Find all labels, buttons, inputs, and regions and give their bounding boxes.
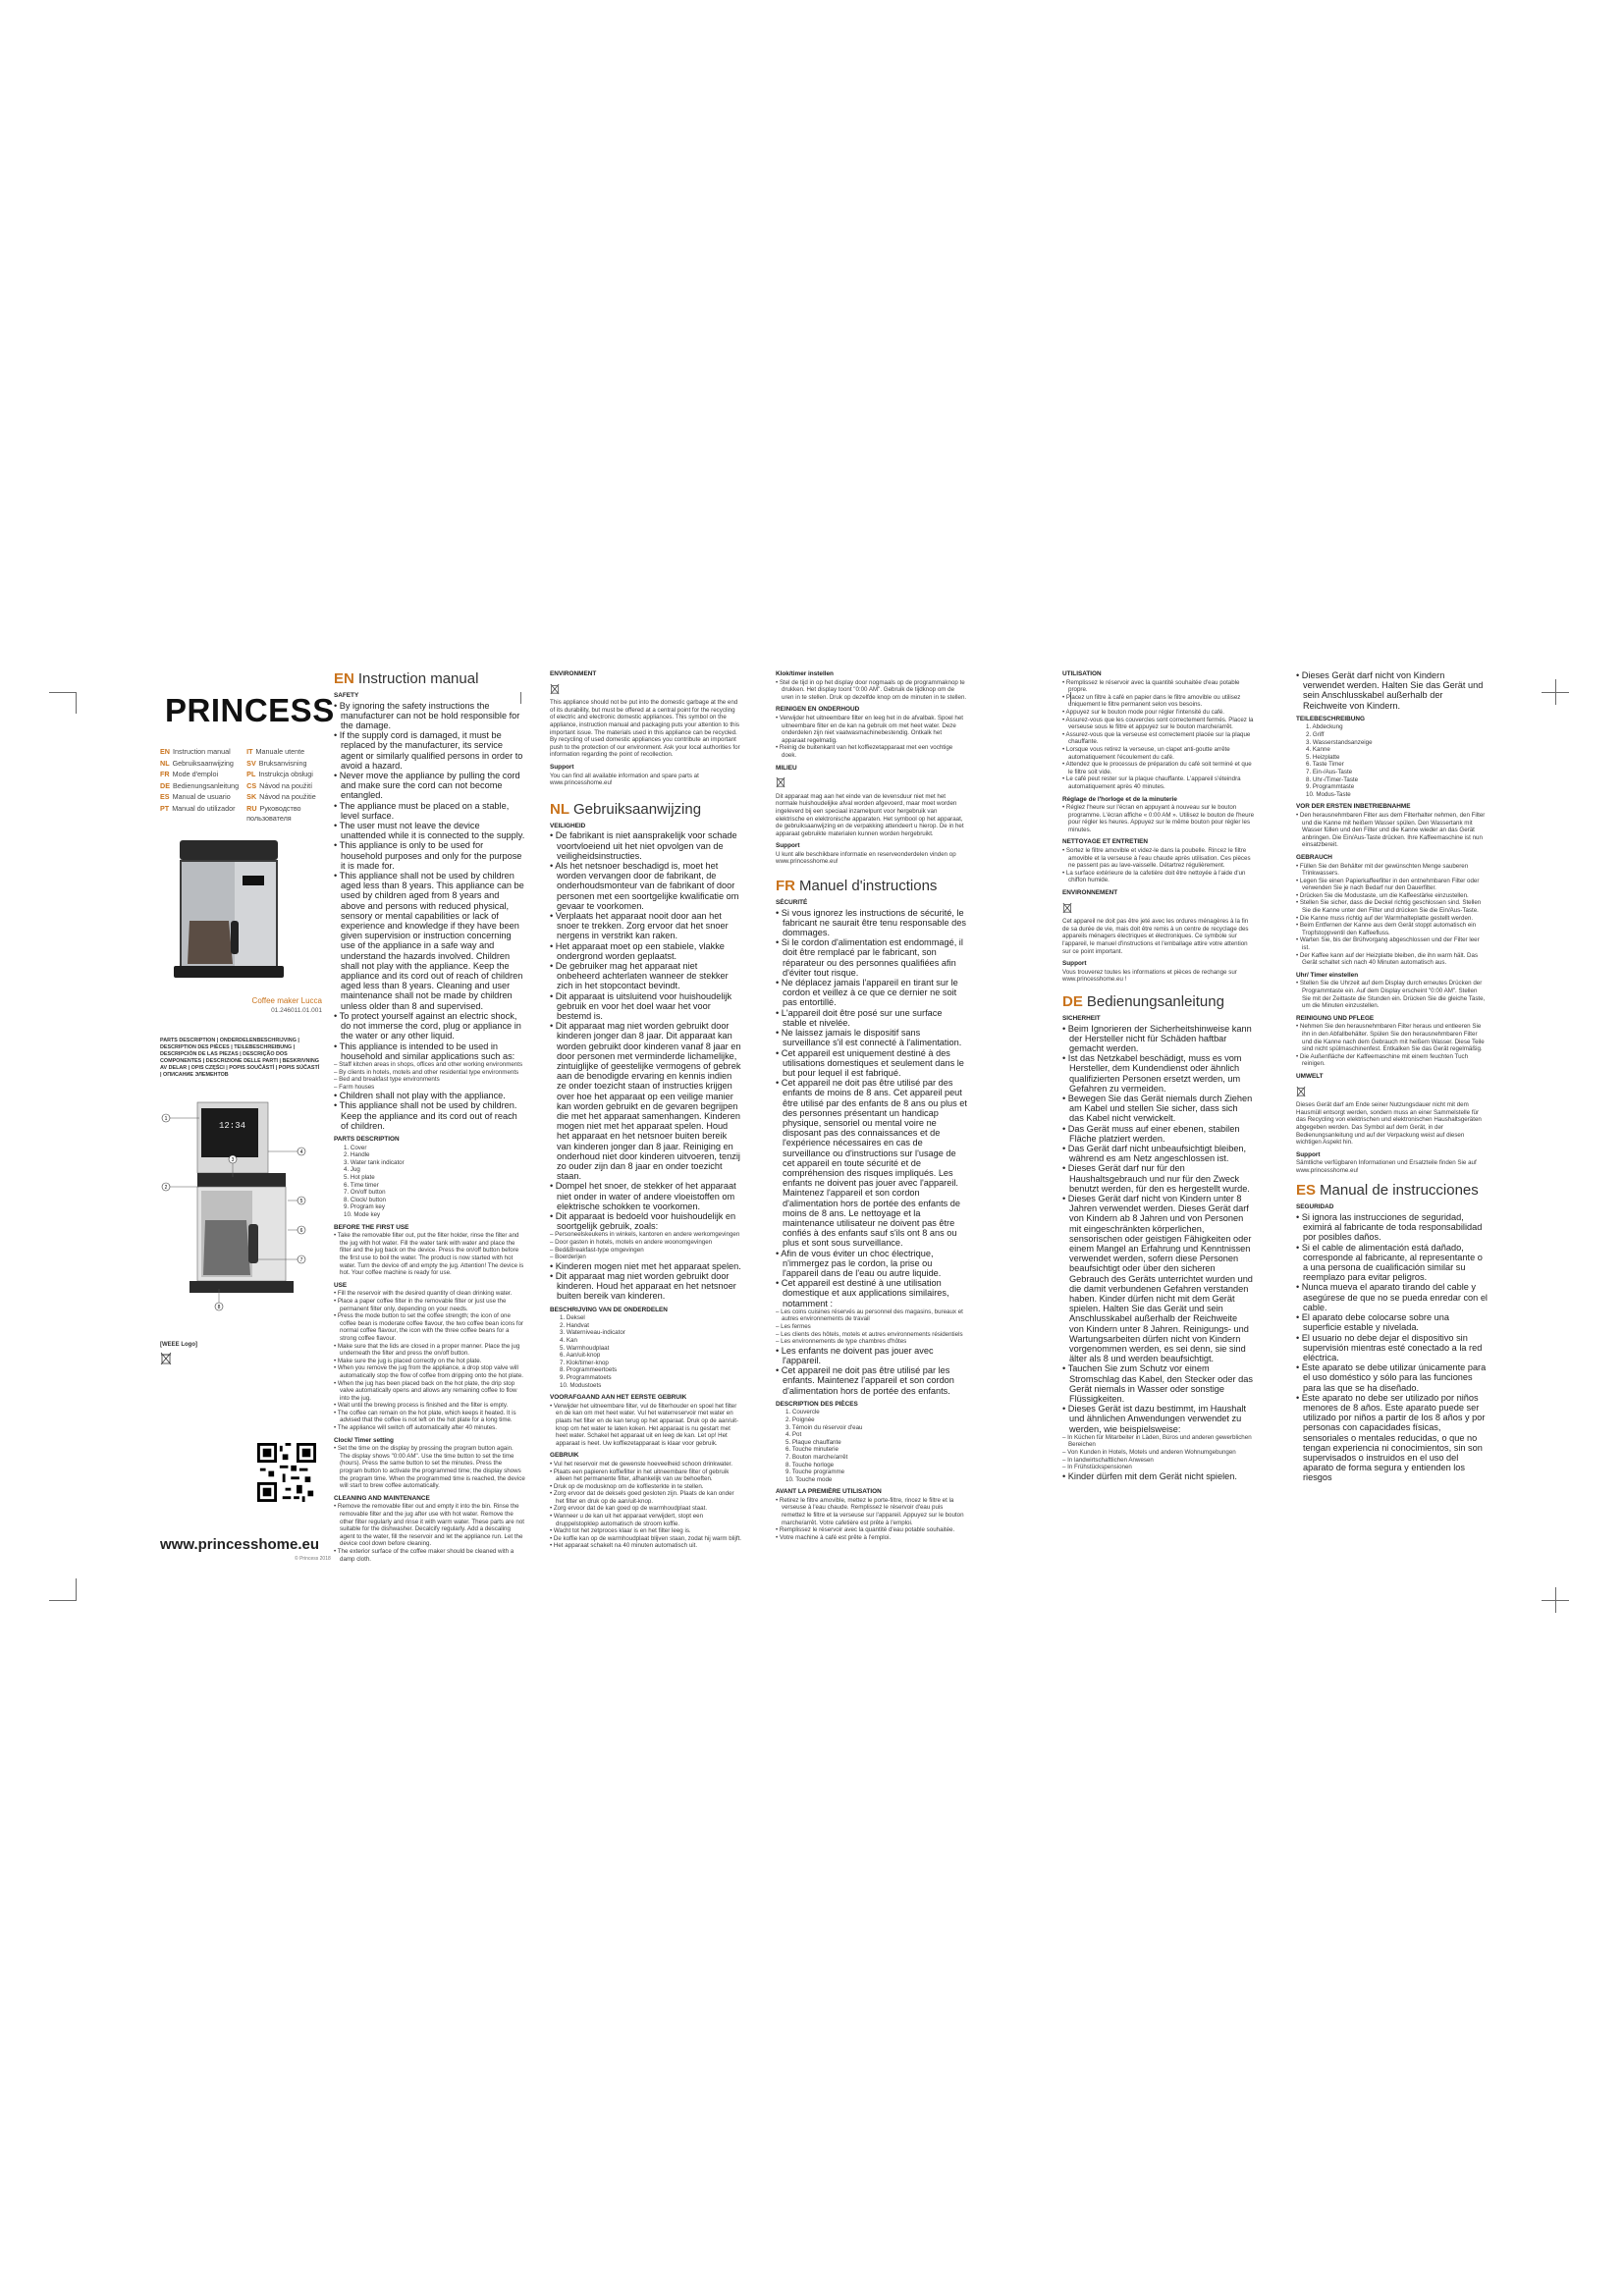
en-parts-heading: PARTS DESCRIPTION	[334, 1136, 400, 1144]
nl-before-heading: VOORAFGAAND AAN HET EERSTE GEBRUIK	[550, 1394, 687, 1402]
de-safety-list-2: • Kinder dürfen mit dem Gerät nicht spielen.	[1062, 1470, 1237, 1481]
nl-clean-heading: REINIGEN EN ONDERHOUD	[776, 706, 860, 714]
en-safety-list-2: • Children shall not play with the appliance. • This appliance shall not be used by children. Keep the appliance and its cord out of reach of children.	[334, 1091, 517, 1131]
en-before-text: • Take the removable filter out, put the filter holder, rinse the filter and the jug with hot water. Fill the water tank with water and place the filter and the jug back on the device. Press the on/off button before the first use to boil the water. The product is now started with hot water. Turn the device off and empty the jug. Attention! The device is hot. Your coffee machine is ready for use.	[334, 1232, 524, 1277]
fr-clock-text: • Réglez l'heure sur l'écran en appuyant à nouveau sur le bouton programme. L'écran affiche « 0:00 AM ». Utilisez le bouton de l'heure pour régler les heures. Appuyez sur le même bouton pour régler les minutes.	[1062, 804, 1255, 833]
coffee-maker-photo	[160, 836, 307, 984]
fr-applications: – Les coins cuisines réservés au personnel des magasins, bureaux et autres environnements de travail – Les fermes – Les clients des hôtels, motels et autres environnements résidentiels – Les environnements de type chambres d'hôtes	[776, 1308, 963, 1346]
language-item: PL Instrukcja obsługi	[246, 770, 313, 778]
language-item: NL Gebruiksaanwijzing	[160, 758, 234, 768]
nl-clock-heading: Klok/timer instellen	[776, 670, 834, 677]
language-item: PT Manual do utilizador	[160, 803, 236, 813]
language-item: SK Návod na použitie	[246, 792, 316, 801]
en-use-list: • Fill the reservoir with the desired quantity of clean drinking water. • Place a paper coffee filter in the removable filter or just use the permanent filter only, depending on your needs. • Press the mode button to set the coffee strength; the icon of one coffee bean is moderate coffee flavour, the two coffee bean icons for normal coffee flavour, the icon with the three coffee beans for a strong coffee flavour. • Make sure that the lids are closed in a proper manner. Place the jug underneath the filter and press the on/off button. • Make sure the jug is placed correctly on the hot plate. • When you remove the jug from the appliance, a drop stop valve will automatically stop the flow of coffee from dripping onto the hot plate. • When the jug has been placed back on the hot plate, the drip stop valve automatically opens and allows any remaining coffee to flow into the jug. • Wait until the brewing process is finished and the filter is empty. • The coffee can remain on the hot plate, which keeps it heated. It is advised that the coffee is not left on the hot plate for a long time. • The appliance will switch off automatically after 40 minutes.	[334, 1290, 524, 1432]
de-safety-heading: SICHERHEIT	[1062, 1014, 1101, 1022]
nl-parts-list: 1. Deksel 2. Handvat 3. Waterniveau-indicator 4. Kan 5. Warmhoudplaat 6. Aan/uit-knop 7. Klok/timer-knop 8. Programmeertoets 9. Programmatoets 10. Modustoets	[560, 1314, 625, 1389]
nl-environment-text: Dit apparaat mag aan het einde van de levensduur niet met het normale huishoudelijke afval worden afgevoerd, maar moet worden ingeleverd bij een speciaal inzamelpunt voor hergebruik van elektrische en elektronische apparaten. Het symbool op het apparaat, de gebruiksaanwijzing en de verpakking attendeert u hierop. De in het apparaat gebruikte materialen kunnen worden hergebruikt.	[776, 792, 964, 837]
en-safety-item: • Never move the appliance by pulling the cord and make sure the cord can not become entangled.	[334, 771, 520, 801]
nl-applications: – Personeelskeukens in winkels, kantoren en andere werkomgevingen – Door gasten in hotels, motels en andere woonomgevingen – Bed&Breakfast-type omgevingen – Boerderijen	[550, 1231, 740, 1261]
es-safety-list: • Si ignora las instrucciones de seguridad, eximirá al fabricante de toda responsabilidad por posibles daños. • Si el cable de alimentación está dañado, corresponde al fabricante, al representante o a una persona de cualificación similar su reemplazo para evitar peligros. • Nunca mueva el aparato tirando del cable y asegúrese de que no se pueda enredar con el cable. • El aparato debe colocarse sobre una superficie estable y nivelada. • El usuario no debe dejar el dispositivo sin supervisión mientras esté conectado a la red eléctrica. • Este aparato se debe utilizar únicamente para el uso doméstico y sólo para las funciones para las que se ha diseñado. • Este aparato no debe ser utilizado por niños menores de 8 años. Este aparato puede ser utilizado por niños a partir de los 8 años y por personas con capacidades físicas, sensoriales o mentales reducidas, o que no tengan experiencia ni conocimientos, sin son supervisados o instruidos en el uso del aparato de forma segura y entienden los riesgos	[1296, 1212, 1488, 1483]
callout-label: 8	[217, 1304, 221, 1310]
nl-environment-heading: MILIEU	[776, 764, 797, 772]
nl-safety-heading: VEILIGHEID	[550, 822, 586, 829]
callout-label: 6	[299, 1227, 303, 1234]
nl-clock-text: • Stel de tijd in op het display door nogmaals op de programmaknop te drukken. Het display toont "0:00 AM". Gebruik de tijdknop om de uren in te stellen. Druk op dezelfde knop om de minuten in te stellen.	[776, 678, 967, 701]
fr-safety-list-2: • Les enfants ne doivent pas jouer avec l'appareil. • Cet appareil ne doit pas être utilisé par les enfants. Maintenez l'appareil et son cordon d'alimentation hors de portée des enfants.	[776, 1345, 954, 1396]
fr-safety-heading: SÉCURITÉ	[776, 899, 808, 907]
en-safety-item: • This appliance shall not be used by children aged less than 8 years. This appliance can be used by children aged from 8 years and above and persons with reduced physical, sensory or mental capabilities or lack of experience and knowledge if they have been given supervision or instruction concerning use of the appliance in a safe way and understand the hazards involved. Children shall not play with the appliance. Keep the appliance and its cord out of reach of children aged less than 8 years. Cleaning and user maintenance shall not be made by children unless older than 8 and supervised.	[334, 871, 524, 1011]
weee-logo-block	[160, 1342, 322, 1367]
nl-use-heading: GEBRUIK	[550, 1452, 579, 1460]
weee-bin-icon	[550, 683, 560, 695]
language-item: RU Руководство пользователя	[246, 803, 301, 823]
de-environment-heading: UMWELT	[1296, 1072, 1324, 1080]
fr-column	[776, 670, 967, 1541]
en-clean-list: • Remove the removable filter out and empty it into the bin. Rinse the removable filter and the jug after use with hot water. Remove the other filter regularly and rinse it with warm water. These parts are not suitable for the dishwasher. Decalcify regularly. Add a descaling agent to the water, fill the reservoir and let the appliance run. Let the device cool down before cleaning. • The exterior surface of the coffee maker should be cleaned with a damp cloth.	[334, 1503, 524, 1563]
fr-title: FR Manuel d'instructions	[776, 878, 938, 895]
nl-title: NL Gebruiksaanwijzing	[550, 800, 702, 818]
de-parts-list: 1. Abdeckung 2. Griff 3. Wasserstandsanzeige 4. Kanne 5. Heizplatte 6. Taste Timer 7. Ein-/Aus-Taste 8. Uhr-/Timer-Taste 9. Programmtaste 10. Modus-Taste	[1306, 723, 1373, 798]
parts-heading: PARTS DESCRIPTION | ONDERDELENBESCHRIJVING | DESCRIPTION DES PIÈCES | TEILEBESCHREIBUNG | DESCRIPCIÓN DE LAS PIEZAS | DESCRIÇÃO DOS COMPONENTES | DESCRIZIONE DELLE PARTI | BESKRIVNING AV DELAR | OPIS CZĘŚCI | POPIS SOUČÁSTÍ | POPIS SÚČASTÍ | ОПИСАНИЕ ЭЛЕМЕНТОВ	[160, 1037, 320, 1078]
callout-label: 1	[164, 1115, 168, 1122]
en-environment-text: This appliance should not be put into the domestic garbage at the end of its durability, but must be offered at a central point for the recycling of electric and electronic domestic appliances. This symbol on the appliance, instruction manual and packaging puts your attention to this important issue. The materials used in this appliance can be recycled. By recycling of used domestic appliances you contribute an important push to the protection of our environment. Ask your local authorities for information regarding the point of recollection.	[550, 699, 740, 759]
fr-use-list: • Remplissez le réservoir avec la quantité souhaitée d'eau potable propre. • Placez un filtre à café en papier dans le filtre amovible ou utilisez uniquement le filtre permanent selon vos besoins. • Appuyez sur le bouton mode pour régler l'intensité du café. • Assurez-vous que les couvercles sont correctement fermés. Placez la verseuse sous le filtre et appuyez sur le bouton marche/arrêt. • Assurez-vous que la verseuse est correctement placée sur la plaque chauffante. • Lorsque vous retirez la verseuse, un clapet anti-goutte arrête automatiquement l'écoulement du café. • Attendez que le processus de préparation du café soit terminé et que le filtre soit vide. • Le café peut rester sur la plaque chauffante. L'appareil s'éteindra automatiquement après 40 minutes.	[1062, 678, 1254, 790]
de-before-text: • Den herausnehmbaren Filter aus dem Filterhalter nehmen, den Filter und die Kanne mit heißem Wasser spülen. Den Wassertank mit Wasser füllen und den Filter und die Kanne wieder an das Gerät anbringen. Die Ein/Aus-Taste drücken. Ihre Kaffeemaschine ist nun einsatzbereit.	[1296, 811, 1486, 849]
callout-label: 7	[299, 1256, 303, 1263]
language-item: EN Instruction manual	[160, 747, 231, 756]
weee-bin-icon	[1296, 1086, 1306, 1097]
en-applications: – Staff kitchen areas in shops, offices and other working environments – By clients in hotels, motels and other residential type environments – Bed and breakfast type environments – Farm houses	[334, 1060, 523, 1091]
product-number: 01.246011.01.001	[271, 1006, 322, 1014]
en-safety-item: • This appliance is only to be used for household purposes and only for the purpose it is made for.	[334, 840, 522, 871]
de-column	[1062, 670, 1254, 1481]
en-safety-item: • By ignoring the safety instructions the manufacturer can not be hold responsible for the damage.	[334, 700, 520, 730]
fr-environment-heading: ENVIRONNEMENT	[1062, 889, 1118, 897]
en-environment-heading: ENVIRONMENT	[550, 670, 597, 677]
de-title: DE Bedienungsanleitung	[1062, 992, 1224, 1010]
parts-diagram	[160, 1093, 307, 1318]
fr-clean-list: • Sortez le filtre amovible et videz-le dans la poubelle. Rincez le filtre amovible et la verseuse à l'eau chaude après utilisation. Ces pièces ne passent pas au lave-vaisselle. Détartrez régulièrement. • La surface extérieure de la cafetière doit être nettoyée à l'aide d'un chiffon humide.	[1062, 847, 1251, 884]
fr-support-text: Vous trouverez toutes les informations et pièces de rechange sur www.princesshome.eu !	[1062, 968, 1237, 984]
de-clock-text: • Stellen Sie die Uhrzeit auf dem Display durch erneutes Drücken der Programmtaste ein. Auf dem Display erscheint "0:00 AM". Stellen Sie mit der Zeittaste die Stunden ein. Drücken Sie die gleiche Taste, um die Minuten einzustellen.	[1296, 980, 1486, 1010]
parts-diagram-drawing	[160, 1093, 307, 1318]
language-item: ES Manual de usuario	[160, 792, 231, 801]
language-list	[160, 747, 322, 825]
en-clock-heading: Clock/ Timer setting	[334, 1436, 394, 1444]
nl-safety-list: • De fabrikant is niet aansprakelijk voor schade voortvloeiend uit het niet opvolgen van de veiligheidsinstructies. • Als het netsnoer beschadigd is, moet het worden vervangen door de fabrikant, de onderhoudsmonteur van de fabrikant of door personen met een soortgelijke kwalificatie om gevaar te voorkomen. • Verplaats het apparaat nooit door aan het snoer te trekken. Zorg ervoor dat het snoer nergens in verstrikt kan raken. • Het apparaat moet op een stabiele, vlakke ondergrond worden geplaatst. • De gebruiker mag het apparaat niet onbeheerd achterlaten wanneer de stekker zich in het stopcontact bevindt. • Dit apparaat is uitsluitend voor huishoudelijk gebruik en voor het doel waar het voor bestemd is. • Dit apparaat mag niet worden gebruikt door kinderen jonger dan 8 jaar. Dit apparaat kan worden gebruikt door kinderen vanaf 8 jaar en door personen met verminderde lichamelijke, zintuiglijke of geestelijke vermogens of gebrek aan de benodigde ervaring en kennis indien ze onder toezicht staan of instructies krijgen over hoe het apparaat op een veilige manier kan worden gebruikt en de gevaren begrijpen die met het apparaat samenhangen. Kinderen mogen niet met het apparaat spelen. Houd het apparaat en het netsnoer buiten bereik van kinderen jonger dan 8 jaar. Reiniging en onderhoud niet door kinderen uitvoeren, tenzij zo ouder zijn dan 8 jaar en onder toezicht staan. • Dompel het snoer, de stekker of het apparaat niet onder in water of andere vloeistoffen om elektrische schokken te voorkomen. • Dit apparaat is bedoeld voor huishoudelijk en soortgelijk gebruik, zoals:	[550, 830, 741, 1232]
language-item: DE Bedienungsanleitung	[160, 780, 240, 790]
callout-label: 5	[299, 1198, 303, 1204]
nl-safety-list-2: • Kinderen mogen niet met het apparaat spelen. • Dit apparaat mag niet worden gebruikt door kinderen. Houd het apparaat en het netsnoer buiten bereik van kinderen.	[550, 1260, 741, 1302]
de-safety-list-3: • Dieses Gerät darf nicht von Kindern verwendet werden. Halten Sie das Gerät und sein Anschlusskabel außerhalb der Reichweite von Kindern.	[1296, 670, 1484, 711]
fr-parts-heading: DESCRIPTION DES PIÈCES	[776, 1400, 858, 1408]
language-item: CS Návod na použití	[246, 780, 313, 790]
en-column	[334, 670, 525, 1563]
fr-clean-heading: NETTOYAGE ET ENTRETIEN	[1062, 838, 1148, 846]
en-clean-heading: CLEANING AND MAINTENANCE	[334, 1494, 430, 1502]
brand-name: PRINCESS	[165, 692, 335, 728]
fr-use-heading: UTILISATION	[1062, 670, 1102, 677]
website-link[interactable]: www.princesshome.eu	[160, 1536, 319, 1553]
de-support-heading: Support	[1296, 1150, 1321, 1158]
de-clock-heading: Uhr/ Timer einstellen	[1296, 971, 1359, 979]
es-safety-heading: SEGURIDAD	[1296, 1203, 1334, 1211]
es-column	[1296, 670, 1488, 1483]
callout-label: 3	[231, 1156, 235, 1163]
de-clean-list: • Nehmen Sie den herausnehmbaren Filter heraus und entleeren Sie ihn in den Abfallbehälter. Spülen Sie den herausnehmbaren Filter und die Kanne nach dem Gebrauch mit heißem Wasser. Diese Teile sind nicht spülmaschinenfest. Entkalken Sie das Gerät regelmäßig. • Die Außenfläche der Kaffeemaschine mit einem feuchten Tuch reinigen.	[1296, 1023, 1485, 1068]
nl-clean-list: • Verwijder het uitneembare filter en leeg het in de afvalbak. Spoel het uitneembare filter en de kan na gebruik om met heet water. Deze onderdelen zijn niet vaatwasmachinebestendig. Ontkalk het apparaat regelmatig. • Reinig de buitenkant van het koffiezetapparaat met een vochtige doek.	[776, 714, 964, 759]
qr-code[interactable]	[257, 1443, 316, 1502]
fr-environment-text: Cet appareil ne doit pas être jeté avec les ordures ménagères à la fin de sa durée de vie, mais doit être remis à un centre de recyclage des appareils ménagers électriques et électroniques. Ce symbole sur l'appareil, le manuel d'instructions et l'emballage attire votre attention sur ce point important.	[1062, 918, 1249, 955]
nl-parts-heading: BESCHRIJVING VAN DE ONDERDELEN	[550, 1306, 668, 1313]
copyright: © Princess 2018	[295, 1556, 331, 1562]
nl-support-heading: Support	[776, 842, 800, 850]
de-before-heading: VOR DER ERSTEN INBETRIEBNAHME	[1296, 803, 1411, 811]
weee-bin-icon	[776, 776, 785, 788]
en-safety-item: • The appliance must be placed on a stable, level surface.	[334, 800, 510, 821]
language-item: IT Manuale utente	[246, 747, 305, 756]
en-before-heading: BEFORE THE FIRST USE	[334, 1223, 409, 1231]
language-item: FR Mode d'emploi	[160, 770, 219, 778]
nl-support-text: U kunt alle beschikbare informatie en reserveonderdelen vinden op www.princesshome.eu!	[776, 850, 956, 866]
fr-before-heading: AVANT LA PREMIÈRE UTILISATION	[776, 1488, 882, 1496]
brand-logo	[160, 692, 335, 729]
callout-label: 2	[164, 1184, 168, 1191]
en-clock-text: • Set the time on the display by pressing the program button again. The display shows "0:00 AM". Use the time button to set the time (hours). Press the same button to set the minutes. Press the program button to activate the programmed time; the display shows the program time. When the programmed time is reached, the device will start to brew coffee automatically.	[334, 1445, 525, 1490]
nl-before-text: • Verwijder het uitneembare filter, vul de filterhouder en spoel het filter en de kan om met heet water. Vul het waterreservoir met water en plaats het filter en de kan terug op het apparaat. Druk op de aan/uit-knop om het water te laten koken. Het apparaat is nu gestart met heet water. Schakel het apparaat uit en leeg de kan. Let op! Het apparaat is heet. Uw koffiezetapparaat is klaar voor gebruik.	[550, 1402, 739, 1447]
fr-safety-list: • Si vous ignorez les instructions de sécurité, le fabricant ne saurait être tenu responsable des dommages. • Si le cordon d'alimentation est endommagé, il doit être remplacé par le fabricant, son réparateur ou des personnes qualifiées afin d'éviter tout risque. • Ne déplacez jamais l'appareil en tirant sur le cordon et veillez à ce que ce dernier ne soit pas entortillé. • L'appareil doit être posé sur une surface stable et nivelée. • Ne laissez jamais le dispositif sans surveillance s'il est connecté à l'alimentation. • Cet appareil est uniquement destiné à des utilisations domestiques et seulement dans le but pour lequel il est fabriqué. • Cet appareil ne doit pas être utilisé par des enfants de moins de 8 ans. Cet appareil peut être utilisé par des enfants de 8 ans ou plus et des personnes présentant un handicap physique, sensoriel ou mental voire ne disposant pas des connaissances et de l'expérience nécessaires en cas de surveillance ou d'instructions sur l'usage de cet appareil en toute sécurité et de compréhension des risques impliqués. Les enfants ne doivent pas jouer avec l'appareil. Maintenez l'appareil et son cordon d'alimentation hors de portée des enfants de moins de 8 ans. Le nettoyage et la maintenance utilisateur ne doivent pas être confiés à des enfants sauf s'ils ont 8 ans ou plus et sont sous surveillance. • Afin de vous éviter un choc électrique, n'immergez pas le cordon, la prise ou l'appareil dans de l'eau ou autre liquide. • Cet appareil est destiné à une utilisation domestique et aux applications similaires, notamment :	[776, 907, 967, 1308]
fr-support-heading: Support	[1062, 960, 1087, 968]
en-safety-item: • If the supply cord is damaged, it must be replaced by the manufacturer, its service agent or similarly qualified persons in order to avoid a hazard.	[334, 730, 523, 771]
de-environment-text: Dieses Gerät darf am Ende seiner Nutzungsdauer nicht mit dem Hausmüll entsorgt werden, sondern muss an einer Sammelstelle für das Recycling von elektrischen und elektronischen Haushaltsgeräten abgegeben werden. Das Symbol auf dem Gerät, in der Bedienungsanleitung und auf der Verpackung weist auf diesen wichtigen Aspekt hin.	[1296, 1101, 1482, 1147]
language-item: SV Bruksanvisning	[246, 758, 307, 768]
nl-column	[550, 670, 741, 1550]
en-safety-heading: SAFETY	[334, 692, 359, 699]
de-clean-heading: REINIGUNG UND PFLEGE	[1296, 1014, 1375, 1022]
product-name: Coffee maker Lucca	[251, 995, 322, 1005]
callout-label: 4	[299, 1148, 303, 1155]
de-parts-heading: TEILEBESCHREIBUNG	[1296, 715, 1365, 722]
fr-clock-heading: Réglage de l'horloge et de la minuterie	[1062, 795, 1177, 803]
en-support-text: You can find all available information and spare parts at www.princesshome.eu!	[550, 772, 699, 787]
nl-use-list: • Vul het reservoir met de gewenste hoeveelheid schoon drinkwater. • Plaats een papieren koffiefilter in het uitneembare filter of gebruik alleen het permanente filter, afhankelijk van uw behoeften. • Druk op de modusknop om de koffiesterkte in te stellen. • Zorg ervoor dat de deksels goed gesloten zijn. Plaats de kan onder het filter en druk op de aan/uit-knop. • Zorg ervoor dat de kan goed op de warmhoudplaat staat. • Wanneer u de kan uit het apparaat verwijdert, stopt een druppelstopklep automatisch de stroom koffie. • Wacht tot het zetproces klaar is en het filter leeg is. • De koffie kan op de warmhoudplaat blijven staan, zodat hij warm blijft. • Het apparaat schakelt na 40 minuten automatisch uit.	[550, 1460, 742, 1550]
en-parts-list: 1. Cover 2. Handle 3. Water tank indicator 4. Jug 5. Hot plate 6. Time timer 7. On/off button 8. Clock/ button 9. Program key 10. Mode key	[344, 1144, 405, 1219]
fr-parts-list: 1. Couvercle 2. Poignée 3. Témoin du réservoir d'eau 4. Pot 5. Plaque chauffante 6. Touche minuterie 7. Bouton marche/arrêt 8. Touche horloge 9. Touche programme 10. Touche mode	[785, 1409, 863, 1483]
en-safety-item: • The user must not leave the device unattended while it is connected to the supply.	[334, 821, 525, 841]
en-support-heading: Support	[550, 763, 574, 771]
en-safety-list	[334, 701, 525, 1061]
de-safety-list: • Beim Ignorieren der Sicherheitshinweise kann der Hersteller nicht für Schäden haftbar gemacht werden. • Ist das Netzkabel beschädigt, muss es vom Hersteller, dem Kundendienst oder ähnlich qualifizierten Personen ersetzt werden, um Gefahren zu vermeiden. • Bewegen Sie das Gerät niemals durch Ziehen am Kabel und stellen Sie sicher, dass sich das Kabel nicht verwickelt. • Das Gerät muss auf einer ebenen, stabilen Fläche platziert werden. • Das Gerät darf nicht unbeaufsichtigt bleiben, während es am Netz angeschlossen ist. • Dieses Gerät darf nur für den Haushaltsgebrauch und nur für den Zweck benutzt werden, für den es hergestellt wurde. • Dieses Gerät darf nicht von Kindern unter 8 Jahren verwendet werden. Dieses Gerät darf von Kindern ab 8 Jahren und von Personen mit eingeschränkten körperlichen, sensorischen oder geistigen Fähigkeiten oder einem Mangel an Erfahrung und Kenntnissen verwendet werden, sofern diese Personen beaufsichtigt oder über den sicheren Gebrauch des Geräts unterrichtet wurden und die damit verbundenen Gefahren verstanden haben. Kinder dürfen nicht mit dem Gerät spielen. Halten Sie das Gerät und sein Anschlusskabel außerhalb der Reichweite von Kindern unter 8 Jahren. Reinigungs- und Wartungsarbeiten dürfen nicht von Kindern vorgenommen werden, es sei denn, sie sind älter als 8 und werden beaufsichtigt. • Tauchen Sie zum Schutz vor einem Stromschlag das Kabel, den Stecker oder das Gerät niemals in Wasser oder sonstige Flüssigkeiten. • Dieses Gerät ist dazu bestimmt, im Haushalt und ähnlichen Anwendungen verwendet zu werden, wie beispielsweise:	[1062, 1023, 1253, 1434]
de-use-heading: GEBRAUCH	[1296, 853, 1332, 861]
es-title: ES Manual de instrucciones	[1296, 1182, 1479, 1200]
de-applications: – In Küchen für Mitarbeiter in Läden, Büros und anderen gewerblichen Bereichen – Von Kunden in Hotels, Motels und anderen Wohnumgebungen – In landwirtschaftlichen Anwesen – In Frühstückspensionen	[1062, 1433, 1252, 1471]
en-title: EN Instruction manual	[334, 670, 479, 687]
en-use-heading: USE	[334, 1281, 348, 1289]
de-use-list: • Füllen Sie den Behälter mit der gewünschten Menge sauberen Trinkwassers. • Legen Sie einen Papierkaffeefilter in den entnehmbaren Filter oder verwenden Sie je nach Bedarf nur den Dauerfilter. • Drücken Sie die Modustaste, um die Kaffeestärke einzustellen. • Stellen Sie sicher, dass die Deckel richtig geschlossen sind. Stellen Sie die Kanne unter den Filter und drücken Sie die Ein/Aus-Taste. • Die Kanne muss richtig auf der Warmhalteplatte gestellt werden. • Beim Entfernen der Kanne aus dem Gerät stoppt automatisch ein Tropfstoppventil den Kaffeefluss. • Warten Sie, bis der Brühvorgang abgeschlossen und der Filter leer ist. • Der Kaffee kann auf der Heizplatte bleiben, die ihn warm hält. Das Gerät schaltet sich nach 40 Minuten automatisch aus.	[1296, 862, 1482, 967]
fr-before-list: • Retirez le filtre amovible, mettez le porte-filtre, rincez le filtre et la verseuse à l'eau chaude. Remplissez le réservoir d'eau puis remettez le filtre et la verseuse sur l'appareil. Appuyez sur le bouton marche/arrêt. Votre cafetière est prête à l'emploi. • Remplissez le réservoir avec la quantité d'eau potable souhaitée. • Votre machine à café est prête à l'emploi.	[776, 1496, 964, 1541]
weee-logo-label: [WEEE Logo]	[160, 1341, 197, 1348]
en-safety-item: • This appliance is intended to be used in household and similar applications such as:	[334, 1041, 515, 1061]
weee-bin-icon	[1062, 902, 1072, 914]
weee-bin-icon	[160, 1352, 172, 1365]
display-readout: 12:34	[219, 1120, 246, 1131]
en-safety-item: • To protect yourself against an electric shock, do not immerse the cord, plug or appliance in the water or any other liquid.	[334, 1010, 521, 1041]
de-support-text: Sämtliche verfügbaren Informationen und Ersatzteile finden Sie auf www.princesshome.eu!	[1296, 1159, 1477, 1174]
